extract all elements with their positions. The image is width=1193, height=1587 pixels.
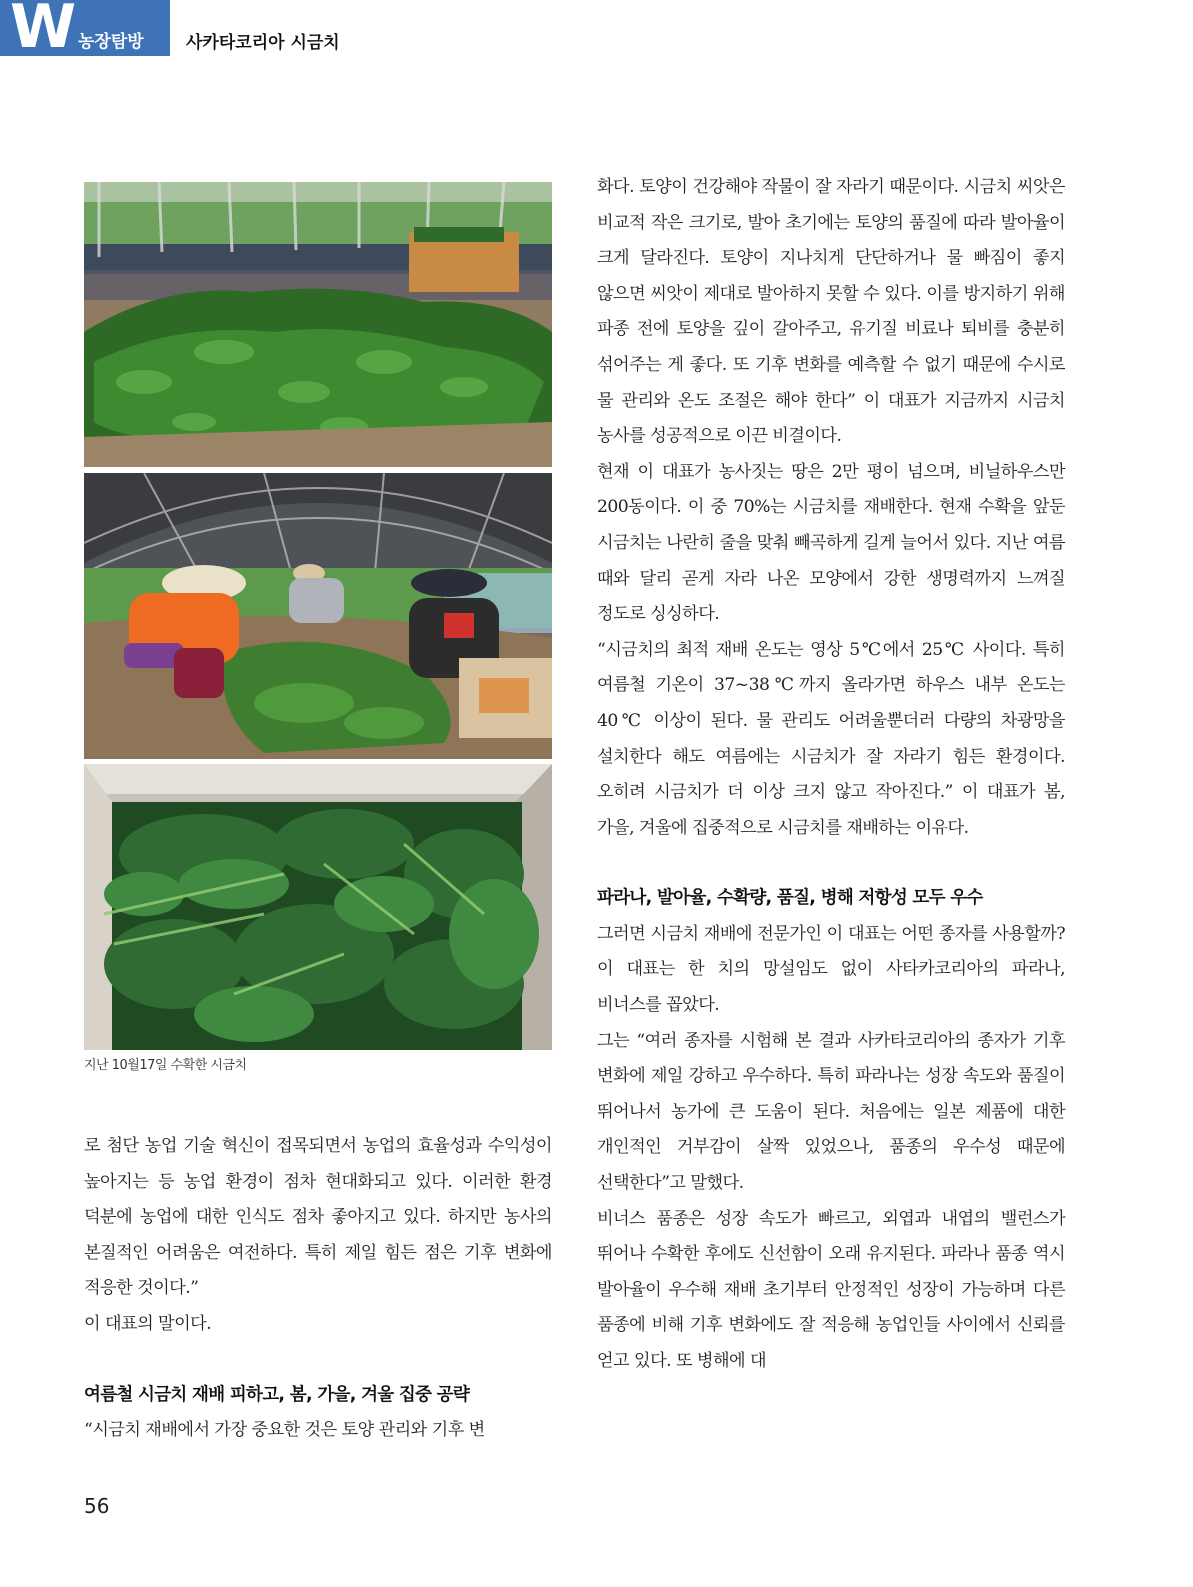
magazine-logo: W — [10, 0, 73, 62]
body-paragraph: 로 첨단 농업 기술 혁신이 접목되면서 농업의 효율성과 수익성이 높아지는 등 농업 환경이 점차 현대화되고 있다. 이러한 환경 덕분에 농업에 대한 인식도 점차 좋아지고 있다. 하지만 농사의 본질적인 어려움은 여전하다. 특히 제일 힘든 점은 기후 변화에 적응한 것이다.” — [84, 1136, 552, 1299]
photo-caption: 지난 10월17일 수확한 시금치 — [84, 1058, 247, 1073]
section-label: 농장탐방 — [78, 32, 144, 52]
right-column — [597, 170, 1065, 1380]
section-tab — [0, 0, 170, 62]
article-title: 사카타코리아 시금치 — [186, 33, 340, 53]
body-paragraph: 그러면 시금치 재배에 전문가인 이 대표는 어떤 종자를 사용할까? 이 대표는 한 치의 망설임도 없이 사타카코리아의 파라나, 비너스를 꼽았다. — [597, 923, 1065, 1016]
page-header — [0, 0, 1193, 62]
workers-harvesting-greenhouse-photo — [84, 473, 552, 759]
body-paragraph: “시금치의 최적 재배 온도는 영상 5℃에서 25℃ 사이다. 특히 여름철 기온이 37~38℃까지 올라가면 하우스 내부 온도는 40℃ 이상이 된다. 물 관리도 어려울뿐더러 다량의 차광망을 설치한다 해도 여름에는 시금치가 잘 자라기 힘든 환경이다. 오히려 시금치가 더 이상 크지 않고 작아진다.” 이 대표가 봄, 가을, 겨울에 집중적으로 시금치를 재배하는 이유다. — [597, 639, 1065, 838]
body-paragraph: “시금치 재배에서 가장 중요한 것은 토양 관리와 기후 변 — [84, 1420, 485, 1441]
page-number: 56 — [84, 1494, 110, 1518]
spinach-box-photo — [84, 764, 552, 1050]
body-paragraph: 화다. 토양이 건강해야 작물이 잘 자라기 때문이다. 시금치 씨앗은 비교적 작은 크기로, 발아 초기에는 토양의 품질에 따라 발아율이 크게 달라진다. 토양이 지나치게 단단하거나 물 빠짐이 좋지 않으면 씨앗이 제대로 발아하지 못할 수 있다. 이를 방지하기 위해 파종 전에 토양을 깊이 갈아주고, 유기질 비료나 퇴비를 충분히 섞어주는 게 좋다. 또 기후 변화를 예측할 수 없기 때문에 수시로 물 관리와 온도 조절은 해야 한다” 이 대표가 지금까지 시금치 농사를 성공적으로 이끈 비결이다. — [597, 177, 1065, 447]
body-paragraph: 그는 “여러 종자를 시험해 본 결과 사카타코리아의 종자가 기후 변화에 제일 강하고 우수하다. 특히 파라나는 성장 속도와 품질이 뛰어나서 농가에 큰 도움이 된다. 처음에는 일본 제품에 대한 개인적인 거부감이 살짝 있었으나, 품종의 우수성 때문에 선택한다”고 말했다. — [597, 1030, 1065, 1194]
body-paragraph: 현재 이 대표가 농사짓는 땅은 2만 평이 넘으며, 비닐하우스만 200동이다. 이 중 70%는 시금치를 재배한다. 현재 수확을 앞둔 시금치는 나란히 줄을 맞춰 빼곡하게 길게 늘어서 있다. 지난 여름 때와 달리 곧게 자라 나온 모양에서 강한 생명력까지 느껴질 정도로 싱싱하다. — [597, 461, 1065, 625]
body-paragraph: 비너스 품종은 성장 속도가 빠르고, 외엽과 내엽의 밸런스가 뛰어나 수확한 후에도 신선함이 오래 유지된다. 파라나 품종 역시 발아율이 우수해 재배 초기부터 안정적인 성장이 가능하며 다른 품종에 비해 기후 변화에도 잘 적응해 농업인들 사이에서 신뢰를 얻고 있다. 또 병해에 대 — [597, 1208, 1065, 1371]
spinach-harvest-pile-photo — [84, 182, 552, 467]
body-paragraph: 이 대표의 말이다. — [84, 1313, 212, 1334]
section-subheading: 파라나, 발아율, 수확량, 품질, 병해 저항성 모두 우수 — [597, 888, 983, 909]
left-column — [84, 1129, 552, 1449]
section-subheading: 여름철 시금치 재배 피하고, 봄, 가을, 겨울 집중 공략 — [84, 1384, 470, 1405]
